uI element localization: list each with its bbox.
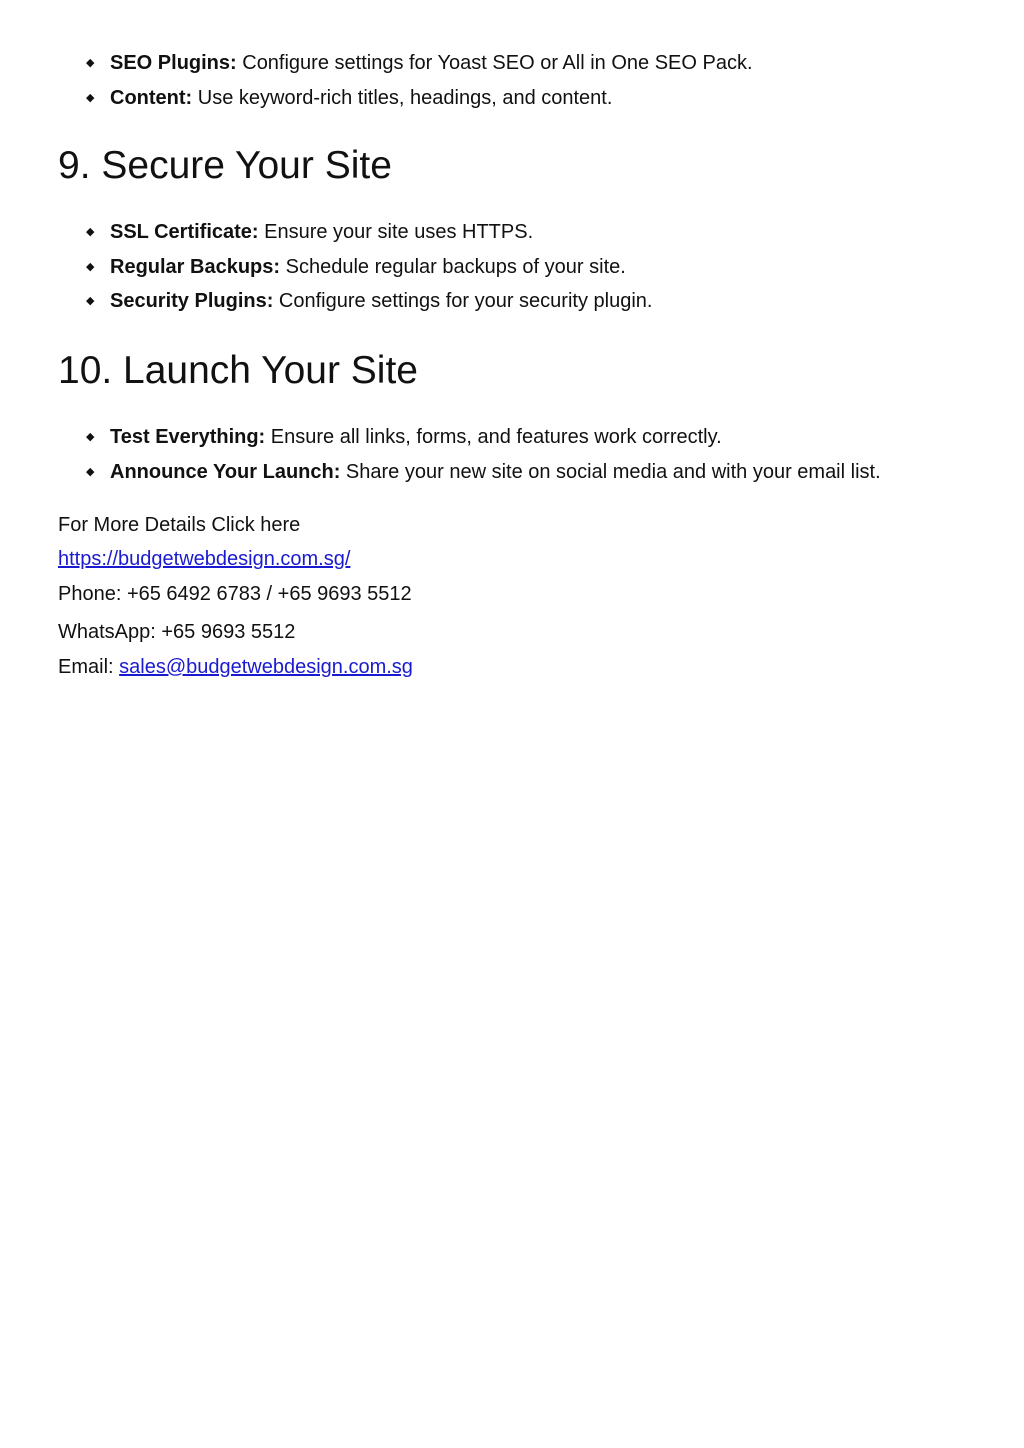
bullet-icon: ◆ (86, 226, 95, 238)
list-item (0, 420, 1000, 455)
email-line (58, 654, 413, 680)
bullet-label: Announce Your Launch: (110, 460, 341, 483)
seo-bullet-list (0, 46, 1000, 115)
bullet-text: Ensure your site uses HTTPS. (258, 221, 534, 243)
phone-text: Phone: +65 6492 6783 / +65 9693 5512 (58, 583, 412, 605)
bullet-label: Security Plugins: (110, 290, 274, 312)
list-item (0, 81, 1000, 116)
email-label: Email: (58, 656, 120, 678)
bullet-text: Ensure all links, forms, and features work correctly. (265, 426, 722, 448)
launch-bullet-list (0, 420, 1000, 489)
bullet-label: Regular Backups: (110, 255, 281, 278)
bullet-label: Test Everything: (110, 426, 266, 448)
bullet-icon: ◆ (86, 295, 95, 307)
bullet-icon: ◆ (86, 465, 95, 478)
bullet-text: Use keyword-rich titles, headings, and content. (192, 86, 613, 109)
bullet-icon: ◆ (86, 91, 95, 104)
bullet-icon: ◆ (86, 57, 95, 69)
website-link[interactable]: https://budgetwebdesign.com.sg/ (58, 548, 351, 570)
list-item (0, 215, 1000, 250)
bullet-label: SEO Plugins: (110, 52, 237, 74)
bullet-text: Share your new site on social media and with your email list. (340, 460, 881, 483)
whatsapp-text: WhatsApp: +65 9693 5512 (58, 621, 296, 643)
bullet-icon: ◆ (86, 260, 95, 273)
more-details-text: For More Details Click here (58, 514, 301, 536)
list-item (0, 250, 1000, 285)
section-heading-launch: 10. Launch Your Site (58, 349, 418, 392)
section-heading-secure: 9. Secure Your Site (58, 144, 392, 187)
email-link[interactable]: sales@budgetwebdesign.com.sg (119, 656, 413, 678)
secure-bullet-list (0, 215, 1000, 319)
list-item (0, 284, 1000, 319)
bullet-label: SSL Certificate: (110, 221, 259, 243)
website-link-line (58, 546, 350, 572)
bullet-text: Configure settings for your security plugin. (273, 290, 653, 312)
list-item (0, 455, 1000, 490)
list-item (0, 46, 1000, 81)
bullet-text: Configure settings for Yoast SEO or All in One SEO Pack. (236, 52, 753, 74)
bullet-label: Content: (110, 86, 193, 109)
bullet-icon: ◆ (86, 431, 95, 443)
bullet-text: Schedule regular backups of your site. (280, 255, 626, 278)
